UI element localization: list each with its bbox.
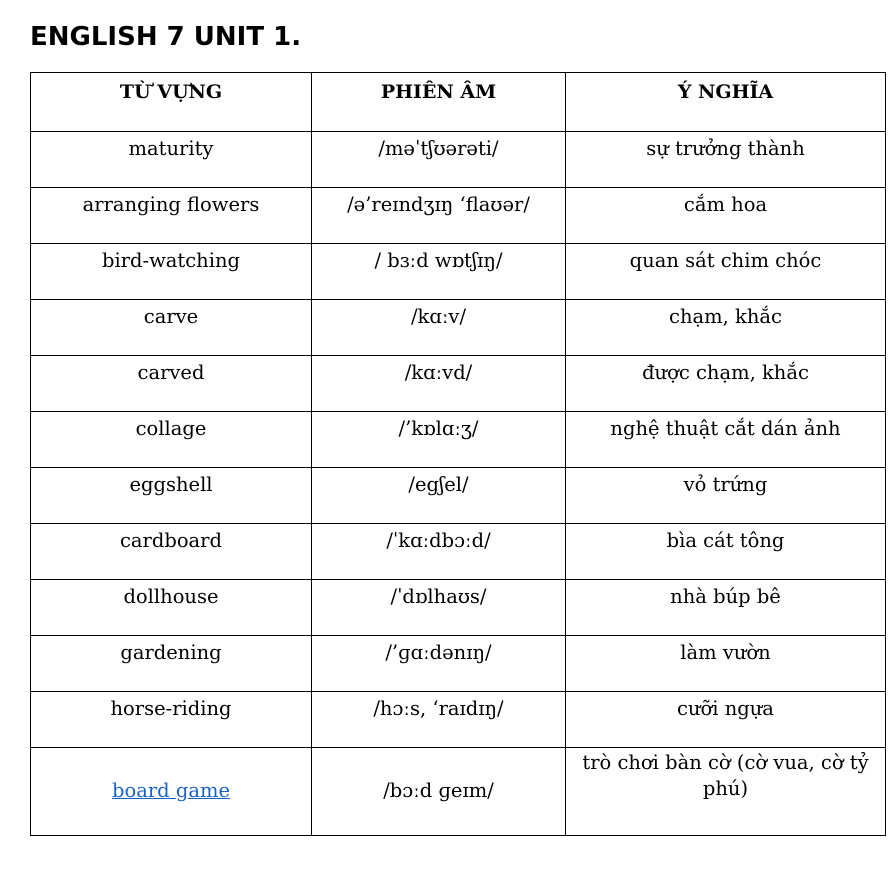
cell-ipa: /kɑːvd/ [312, 356, 566, 412]
header-word: TỪ VỰNG [31, 73, 312, 132]
cell-meaning: làm vườn [566, 636, 886, 692]
header-ipa: PHIÊN ÂM [312, 73, 566, 132]
cell-ipa: /egʃel/ [312, 468, 566, 524]
cell-word [31, 748, 312, 836]
cell-meaning: trò chơi bàn cờ (cờ vua, cờ tỷ phú) [566, 748, 886, 836]
vocabulary-table [30, 72, 886, 836]
table-row [31, 636, 886, 692]
table-row [31, 468, 886, 524]
cell-word: collage [31, 412, 312, 468]
cell-meaning: cắm hoa [566, 188, 886, 244]
cell-ipa: /ˈdɒlhaʊs/ [312, 580, 566, 636]
table-header-row [31, 73, 886, 132]
cell-word: gardening [31, 636, 312, 692]
cell-word: carve [31, 300, 312, 356]
cell-meaning: vỏ trứng [566, 468, 886, 524]
table-row [31, 300, 886, 356]
cell-meaning: quan sát chim chóc [566, 244, 886, 300]
table-row [31, 748, 886, 836]
cell-ipa: /bɔːd ɡeɪm/ [312, 748, 566, 836]
cell-meaning: cưỡi ngựa [566, 692, 886, 748]
cell-meaning: chạm, khắc [566, 300, 886, 356]
header-meaning: Ý NGHĨA [566, 73, 886, 132]
cell-ipa: /ə’reɪndʒɪŋ ‘flaʊər/ [312, 188, 566, 244]
cell-ipa: /hɔːs, ‘raɪdɪŋ/ [312, 692, 566, 748]
cell-ipa: /’kɒlɑːʒ/ [312, 412, 566, 468]
cell-meaning: nghệ thuật cắt dán ảnh [566, 412, 886, 468]
cell-meaning: bìa cát tông [566, 524, 886, 580]
table-row [31, 188, 886, 244]
cell-word: bird-watching [31, 244, 312, 300]
cell-ipa: /məˈtʃʊərəti/ [312, 132, 566, 188]
cell-word: eggshell [31, 468, 312, 524]
table-body [31, 132, 886, 836]
table-row [31, 580, 886, 636]
table-row [31, 524, 886, 580]
cell-ipa: /’ɡɑːdənɪŋ/ [312, 636, 566, 692]
word-link[interactable]: board game [112, 778, 230, 802]
table-row [31, 244, 886, 300]
cell-word: carved [31, 356, 312, 412]
table-row [31, 412, 886, 468]
cell-ipa: /kɑːv/ [312, 300, 566, 356]
cell-meaning: sự trưởng thành [566, 132, 886, 188]
cell-word: dollhouse [31, 580, 312, 636]
cell-ipa: /ˈkɑːdbɔːd/ [312, 524, 566, 580]
cell-word: cardboard [31, 524, 312, 580]
cell-ipa: / bɜːd wɒtʃɪŋ/ [312, 244, 566, 300]
cell-word: arranging flowers [31, 188, 312, 244]
page-title: ENGLISH 7 UNIT 1. [30, 22, 302, 52]
table-row [31, 692, 886, 748]
cell-meaning: nhà búp bê [566, 580, 886, 636]
cell-meaning: được chạm, khắc [566, 356, 886, 412]
table-row [31, 356, 886, 412]
cell-word: horse-riding [31, 692, 312, 748]
table-row [31, 132, 886, 188]
cell-word: maturity [31, 132, 312, 188]
